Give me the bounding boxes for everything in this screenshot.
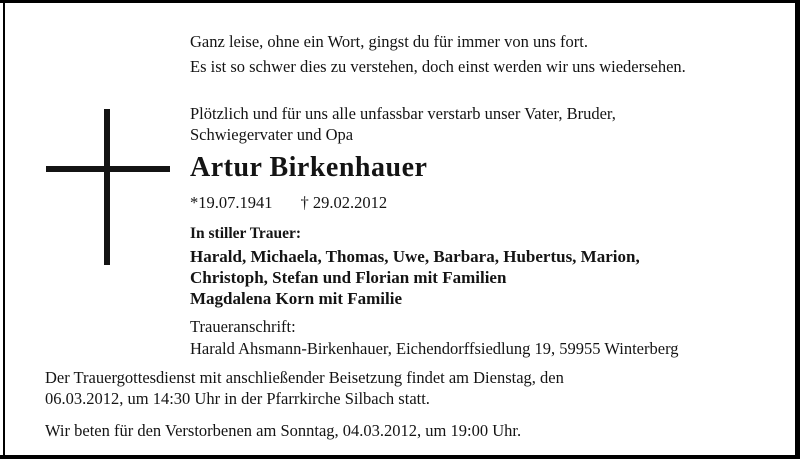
mourners-block	[190, 224, 640, 309]
prayer-info: Wir beten für den Verstorbenen am Sonntag, 04.03.2012, um 19:00 Uhr.	[45, 421, 522, 440]
death-date: † 29.02.2012	[300, 193, 388, 212]
cross-horizontal-bar	[46, 166, 170, 172]
address-line: Harald Ahsmann-Birkenhauer, Eichendorffsiedlung 19, 59955 Winterberg	[190, 338, 679, 358]
life-dates	[190, 192, 387, 213]
mourning-address-block	[190, 316, 679, 359]
intro-line: Plötzlich und für uns alle unfassbar verstarb unser Vater, Bruder,	[190, 104, 616, 123]
address-heading: Traueranschrift:	[190, 317, 296, 336]
mourner-line: Christoph, Stefan und Florian mit Familien	[190, 268, 507, 287]
epigraph-line: Ganz leise, ohne ein Wort, gingst du für immer von uns fort.	[190, 32, 588, 51]
cross-icon	[46, 109, 170, 265]
notice-border-left	[3, 0, 5, 459]
intro-paragraph	[190, 103, 616, 145]
mourning-heading: In stiller Trauer:	[190, 225, 302, 242]
mourner-line: Harald, Michaela, Thomas, Uwe, Barbara, Hubertus, Marion,	[190, 247, 640, 266]
deceased-name: Artur Birkenhauer	[190, 152, 428, 183]
service-info	[45, 367, 564, 409]
service-line: Der Trauergottesdienst mit anschließender Beisetzung findet am Dienstag, den	[45, 368, 564, 387]
birth-date: *19.07.1941	[190, 193, 273, 212]
mourner-line: Magdalena Korn mit Familie	[190, 289, 403, 308]
notice-border-top	[0, 0, 800, 3]
intro-line: Schwiegervater und Opa	[190, 125, 354, 144]
notice-border-bottom	[0, 455, 800, 459]
cross-vertical-bar	[104, 109, 110, 265]
epigraph-line: Es ist so schwer dies zu verstehen, doch einst werden wir uns wiedersehen.	[190, 57, 686, 76]
epigraph	[190, 31, 686, 81]
notice-border-right	[795, 0, 800, 459]
service-line: 06.03.2012, um 14:30 Uhr in der Pfarrkirche Silbach statt.	[45, 389, 430, 408]
